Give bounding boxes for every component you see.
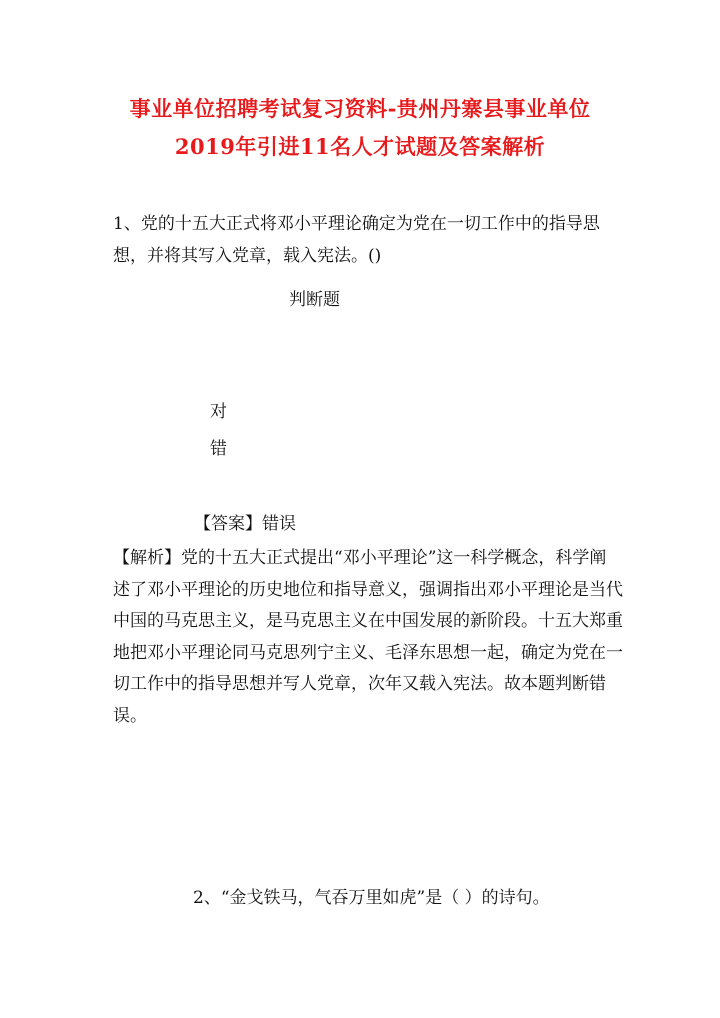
question-2-text: 2、“金戈铁马，气吞万里如虎”是（ ）的诗句。	[193, 888, 550, 908]
question-1-analysis: 【解析】党的十五大正式提出“邓小平理论”这一科学概念，科学阐述了邓小平理论的历史地位和指导意义，强调指出邓小平理论是当代中国的马克思主义，是马克思主义在中国发展的新阶段。十五大郑重地把邓小平理论同马克思列宁主义、毛泽东思想一起，确定为党在一切工作中的指导思想并写人党章，次年又载入宪法。故本题判断错误。	[113, 548, 623, 726]
question-1-text: 1、党的十五大正式将邓小平理论确定为党在一切工作中的指导思想，并将其写入党章，载入宪法。()	[113, 214, 600, 266]
question-1-answer: 【答案】错误	[194, 514, 296, 534]
document-title-line-2: 2019年引进11名人才试题及答案解析	[174, 134, 546, 159]
document-title-line-1: 事业单位招聘考试复习资料-贵州丹寨县事业单位	[129, 96, 591, 121]
question-1-option-false: 错	[210, 439, 227, 459]
question-1-type: 判断题	[289, 290, 340, 310]
question-1-option-true: 对	[210, 402, 227, 422]
